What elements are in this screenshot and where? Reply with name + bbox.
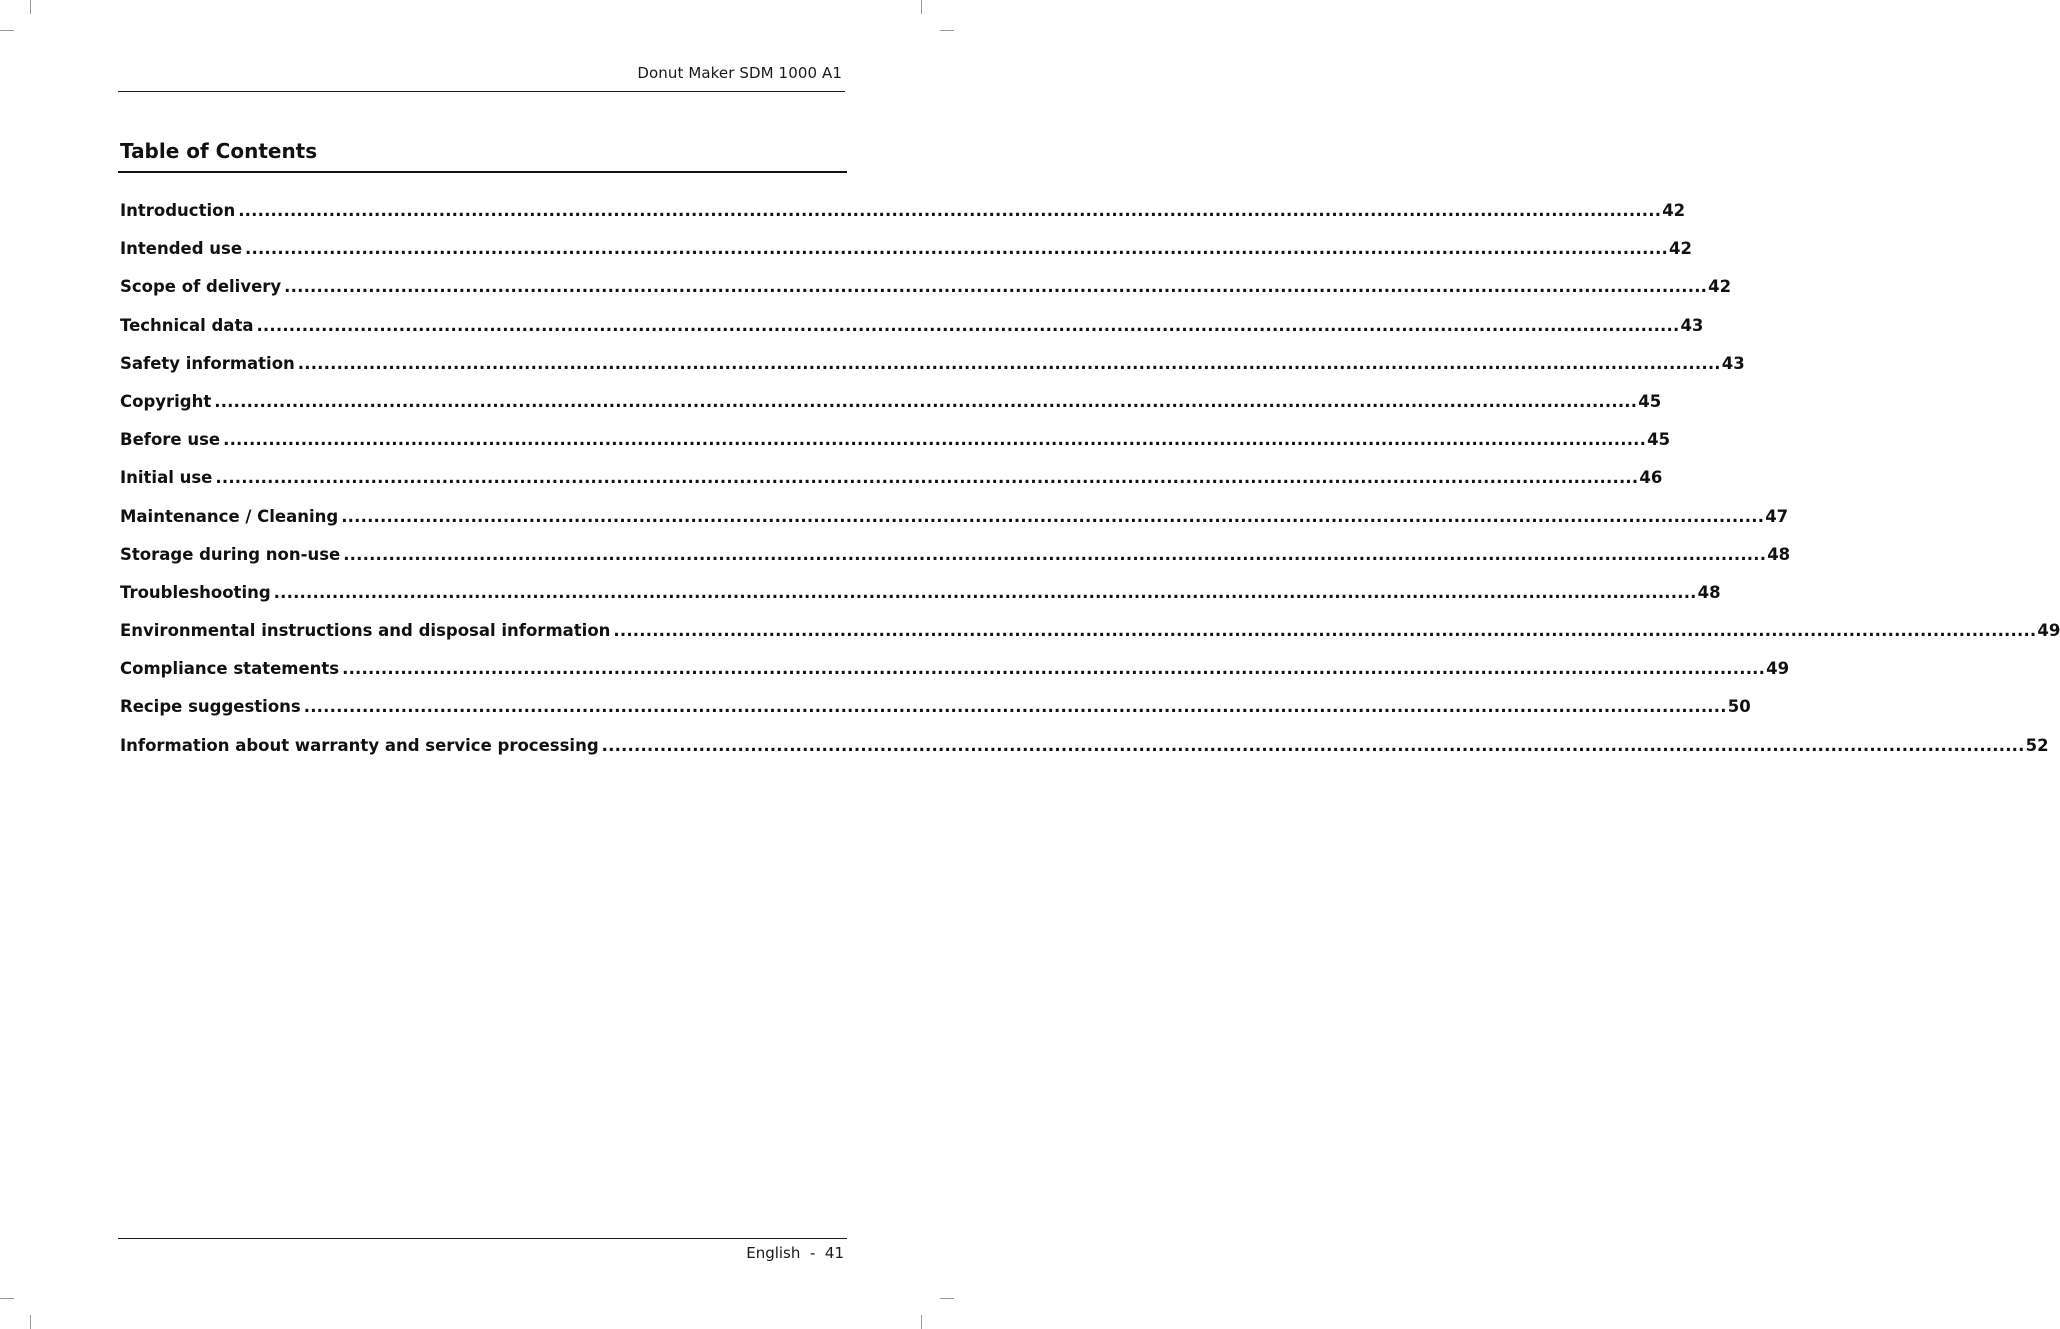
footer-page-number: 41	[824, 1244, 844, 1262]
toc-entry-label: Information about warranty and service processing	[120, 735, 599, 755]
crop-mark-bottom-right	[921, 1315, 922, 1329]
toc-leader-dots: ............................................................................................................................................................................................................................	[613, 621, 2037, 641]
footer-separator: -	[809, 1244, 816, 1262]
toc-leader-dots: ............................................................................................................................................................................................................................	[256, 315, 1680, 335]
crop-mark-bottom-right-h	[940, 1298, 954, 1299]
toc-entry-label: Environmental instructions and disposal information	[120, 621, 611, 641]
toc-entry-page: 48	[1697, 582, 1721, 602]
toc-leader-dots: ............................................................................................................................................................................................................................	[214, 391, 1638, 411]
crop-mark-bottom-left	[30, 1315, 31, 1329]
toc-entry-label: Copyright	[120, 391, 212, 411]
toc-leader-dots: ............................................................................................................................................................................................................................	[342, 659, 1766, 679]
page-title: Table of Contents	[120, 139, 318, 163]
toc-leader-dots: ............................................................................................................................................................................................................................	[245, 239, 1669, 259]
toc-entry-page: 42	[1708, 277, 1732, 297]
toc-entry-page: 50	[1727, 697, 1751, 717]
toc-entry-label: Intended use	[120, 239, 243, 259]
toc-leader-dots: ............................................................................................................................................................................................................................	[601, 735, 2025, 755]
toc-leader-dots: ............................................................................................................................................................................................................................	[223, 430, 1647, 450]
toc-entry[interactable]	[120, 277, 1732, 315]
toc-entry-page: 46	[1639, 468, 1663, 488]
toc-leader-dots: ............................................................................................................................................................................................................................	[343, 544, 1767, 564]
footer-rule	[118, 1238, 847, 1239]
header-rule	[118, 91, 845, 92]
toc-entry-label: Technical data	[120, 315, 254, 335]
toc-entry-page: 49	[2037, 621, 2060, 641]
crop-mark-top-right-h	[940, 30, 954, 31]
toc-list	[120, 201, 2060, 774]
crop-mark-top-left	[30, 0, 31, 14]
toc-entry-label: Recipe suggestions	[120, 697, 301, 717]
toc-entry-label: Compliance statements	[120, 659, 340, 679]
toc-entry-page: 42	[1662, 201, 1686, 220]
toc-entry[interactable]	[120, 468, 1663, 506]
toc-entry-page: 43	[1680, 315, 1704, 335]
running-header: Donut Maker SDM 1000 A1	[637, 64, 842, 82]
toc-entry-page: 43	[1721, 353, 1745, 373]
toc-entry-page: 42	[1669, 239, 1692, 259]
toc-leader-dots: ............................................................................................................................................................................................................................	[341, 506, 1765, 526]
crop-mark-top-right	[921, 0, 922, 14]
toc-entry[interactable]	[120, 582, 1721, 621]
toc-entry[interactable]	[120, 697, 1751, 735]
toc-entry-page: 45	[1647, 430, 1671, 450]
toc-entry-page: 49	[1766, 659, 1790, 679]
toc-entry-label: Before use	[120, 430, 221, 450]
toc-entry-label: Storage during non-use	[120, 544, 341, 564]
crop-mark-bottom-left-h	[0, 1298, 14, 1299]
toc-entry-page: 48	[1767, 544, 1791, 564]
toc-entry-page: 45	[1638, 391, 1662, 411]
toc-entry-label: Introduction	[120, 201, 236, 220]
toc-leader-dots: ............................................................................................................................................................................................................................	[238, 201, 1662, 220]
toc-entry[interactable]	[120, 621, 2060, 659]
toc-entry[interactable]	[120, 506, 1789, 545]
toc-entry-page: 47	[1765, 506, 1789, 526]
toc-entry[interactable]	[120, 201, 1686, 239]
toc-leader-dots: ............................................................................................................................................................................................................................	[215, 468, 1639, 488]
toc-entry[interactable]	[120, 544, 1791, 583]
toc-entry[interactable]	[120, 353, 1745, 392]
page-footer	[746, 1244, 844, 1262]
toc-entry[interactable]	[120, 735, 2049, 774]
footer-language: English	[746, 1244, 801, 1262]
toc-entry-label: Safety information	[120, 353, 295, 373]
crop-mark-top-left-h	[0, 30, 14, 31]
toc-entry[interactable]	[120, 239, 1692, 277]
toc-leader-dots: ............................................................................................................................................................................................................................	[273, 582, 1697, 602]
toc-leader-dots: ............................................................................................................................................................................................................................	[297, 353, 1721, 373]
toc-entry[interactable]	[120, 391, 1662, 430]
toc-entry[interactable]	[120, 315, 1704, 354]
toc-entry-page: 52	[2025, 735, 2049, 755]
toc-entry-label: Troubleshooting	[120, 582, 271, 602]
toc-entry-label: Maintenance / Cleaning	[120, 506, 339, 526]
title-rule	[118, 171, 847, 173]
toc-entry-label: Initial use	[120, 468, 213, 488]
toc-entry[interactable]	[120, 430, 1671, 468]
toc-leader-dots: ............................................................................................................................................................................................................................	[284, 277, 1708, 297]
toc-entry[interactable]	[120, 659, 1790, 697]
toc-entry-label: Scope of delivery	[120, 277, 282, 297]
toc-leader-dots: ............................................................................................................................................................................................................................	[303, 697, 1727, 717]
